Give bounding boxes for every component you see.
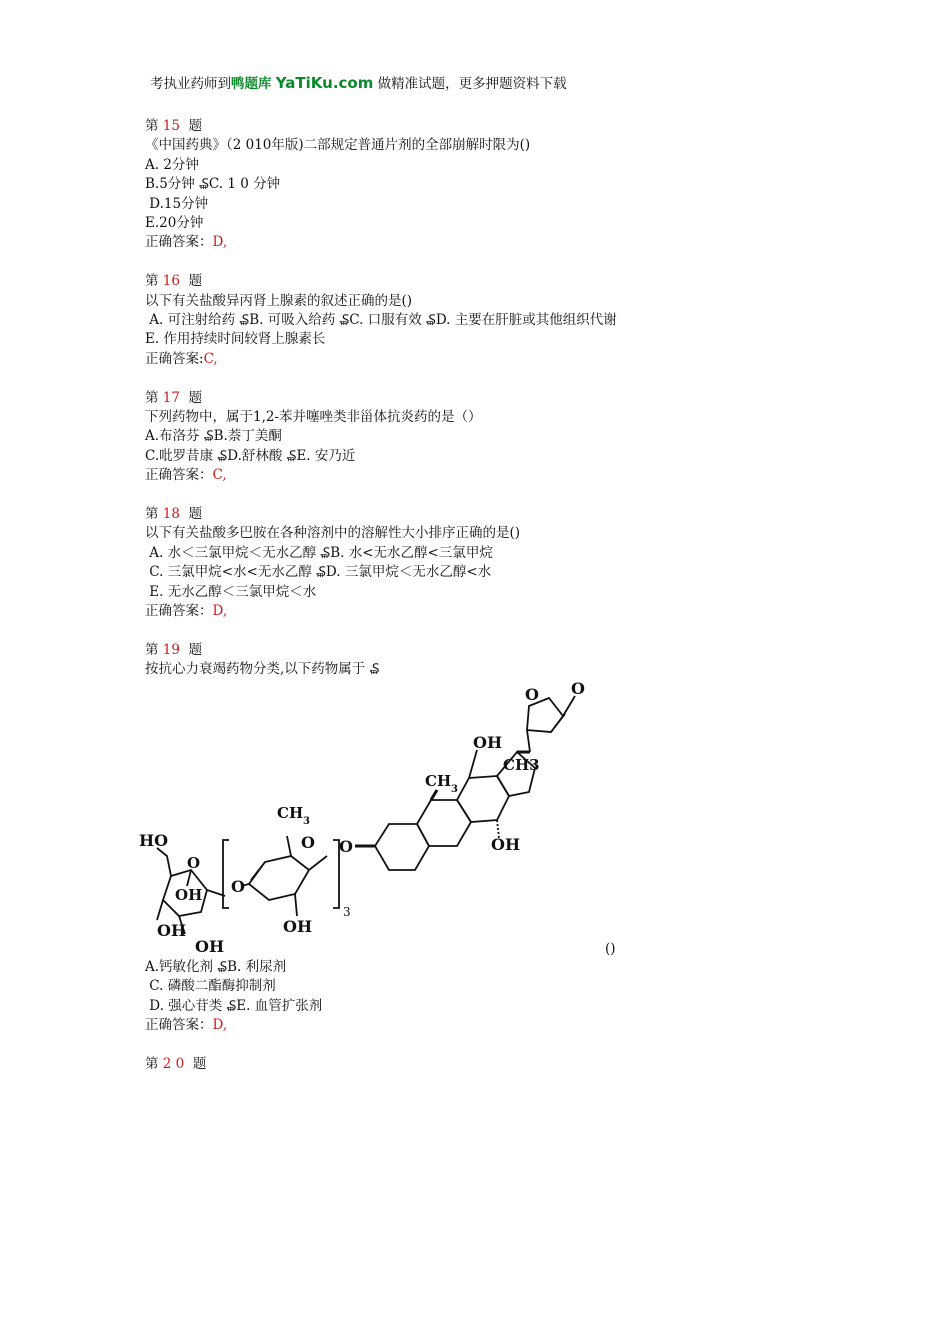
glucose-oh-3: OH [195, 936, 225, 956]
answer-paren: () [605, 940, 616, 957]
hydroxyl-14-label: OH [491, 834, 521, 854]
glycoside-link-o: O [339, 836, 353, 856]
header-prefix: 考执业药师到 [150, 76, 231, 92]
lactone-ring [527, 696, 575, 752]
question-title: 第 2 0 题 [145, 1055, 207, 1072]
question-19 [139, 641, 825, 1035]
question-stem: 《中国药典》（2 010年版)二部规定普通片剂的全部崩解时限为() [145, 137, 531, 154]
answer-value: C, [203, 350, 218, 367]
glucose-oh-1: OH [175, 885, 203, 904]
question-list [139, 117, 825, 1074]
question-stem: 以下有关盐酸多巴胺在各种溶剂中的溶解性大小排序正确的是() [145, 525, 521, 542]
option-line: E. 作用持续时间较肾上腺素长 [145, 331, 326, 348]
methyl-19-subscript: 3 [451, 783, 458, 795]
carbonyl-o: O [571, 679, 585, 698]
steroid-a-ring [375, 824, 429, 870]
question-15 [145, 117, 825, 253]
lactone-o: O [525, 684, 539, 704]
hydroxyl-12-label: OH [473, 732, 503, 752]
page-header [150, 72, 567, 92]
glucose-oh-2: OH [157, 920, 187, 940]
sugar-methyl-label: CH [277, 803, 304, 822]
option-line: C. 三氯甲烷<水<无水乙醇 ₷D. 三氯甲烷＜无水乙醇<水 [145, 564, 492, 581]
header-suffix: 做精准试题，更多押题资料下载 [377, 76, 567, 92]
answer-line: 正确答案:C, [145, 350, 218, 367]
methyl-19-label: CH [425, 771, 452, 790]
question-20 [145, 1055, 825, 1074]
repeat-count: 3 [343, 904, 351, 919]
answer-line: 正确答案：C, [145, 467, 227, 484]
option-line: D. 强心苷类 ₷E. 血管扩张剂 [145, 997, 323, 1014]
answer-line: 正确答案：D, [145, 234, 228, 251]
question-title: 第 19 题 [145, 641, 203, 658]
answer-line: 正确答案：D, [145, 1016, 228, 1033]
option-line: A.钙敏化剂 ₷B. 利尿剂 [145, 958, 287, 975]
sugar-methyl-subscript: 3 [303, 815, 310, 827]
sugar-ring-o: O [301, 832, 315, 852]
option-line: A. 可注射给药 ₷B. 可吸入给药 ₷C. 口服有效 ₷D. 主要在肝脏或其他组织代谢 [145, 312, 617, 329]
digoxin-structure-figure [139, 679, 825, 958]
repeat-bracket-left [223, 840, 229, 908]
answer-line: 正确答案：D, [145, 603, 228, 620]
answer-value: C, [212, 467, 227, 484]
question-title: 第 17 题 [145, 389, 203, 406]
option-line: A. 水＜三氯甲烷＜无水乙醇 ₷B. 水<无水乙醇<三氯甲烷 [145, 544, 493, 561]
answer-value: D, [212, 603, 228, 620]
repeat-bracket-right [333, 840, 339, 908]
answer-value: D, [212, 1016, 228, 1033]
option-line: C.吡罗昔康 ₷D.舒林酸 ₷E. 安乃近 [145, 447, 356, 464]
sugar-hydroxyl-label: OH [283, 916, 313, 936]
question-title: 第 16 题 [145, 273, 203, 290]
question-16 [145, 272, 825, 369]
glucose-ring-o: O [187, 853, 201, 872]
question-title: 第 15 题 [145, 118, 203, 134]
answer-value: D, [212, 234, 228, 251]
option-line: A. 2分钟 [145, 156, 199, 173]
brand-name-cn[interactable]: 鸭题库 [231, 76, 272, 92]
question-18 [145, 505, 825, 621]
methyl-18-label: CH3 [503, 755, 540, 774]
option-line: B.5分钟 ₷C. 1 0 分钟 [145, 176, 281, 193]
question-17 [145, 389, 825, 486]
option-line: C. 磷酸二酯酶抑制剂 [145, 978, 276, 995]
question-stem: 以下有关盐酸异丙肾上腺素的叙述正确的是() [145, 292, 413, 309]
digitoxose-ring [249, 836, 327, 916]
option-line: D.15分钟 [145, 195, 209, 212]
question-stem: 下列药物中，属于1,2-苯并噻唑类非甾体抗炎药的是（） [145, 409, 482, 426]
brand-name-en[interactable]: YaTiKu.com [275, 74, 374, 92]
chemical-structure [137, 680, 637, 960]
question-title: 第 18 题 [145, 506, 203, 523]
option-line: E. 无水乙醇＜三氯甲烷＜水 [145, 583, 317, 600]
glucose-link-o: O [231, 876, 245, 896]
glucose-ho-label: HO [139, 830, 169, 850]
question-stem: 按抗心力衰竭药物分类,以下药物属于 ₷ [145, 661, 380, 678]
option-line: A.布洛芬 ₷B.萘丁美酮 [145, 428, 282, 445]
option-line: E.20分钟 [145, 215, 204, 232]
